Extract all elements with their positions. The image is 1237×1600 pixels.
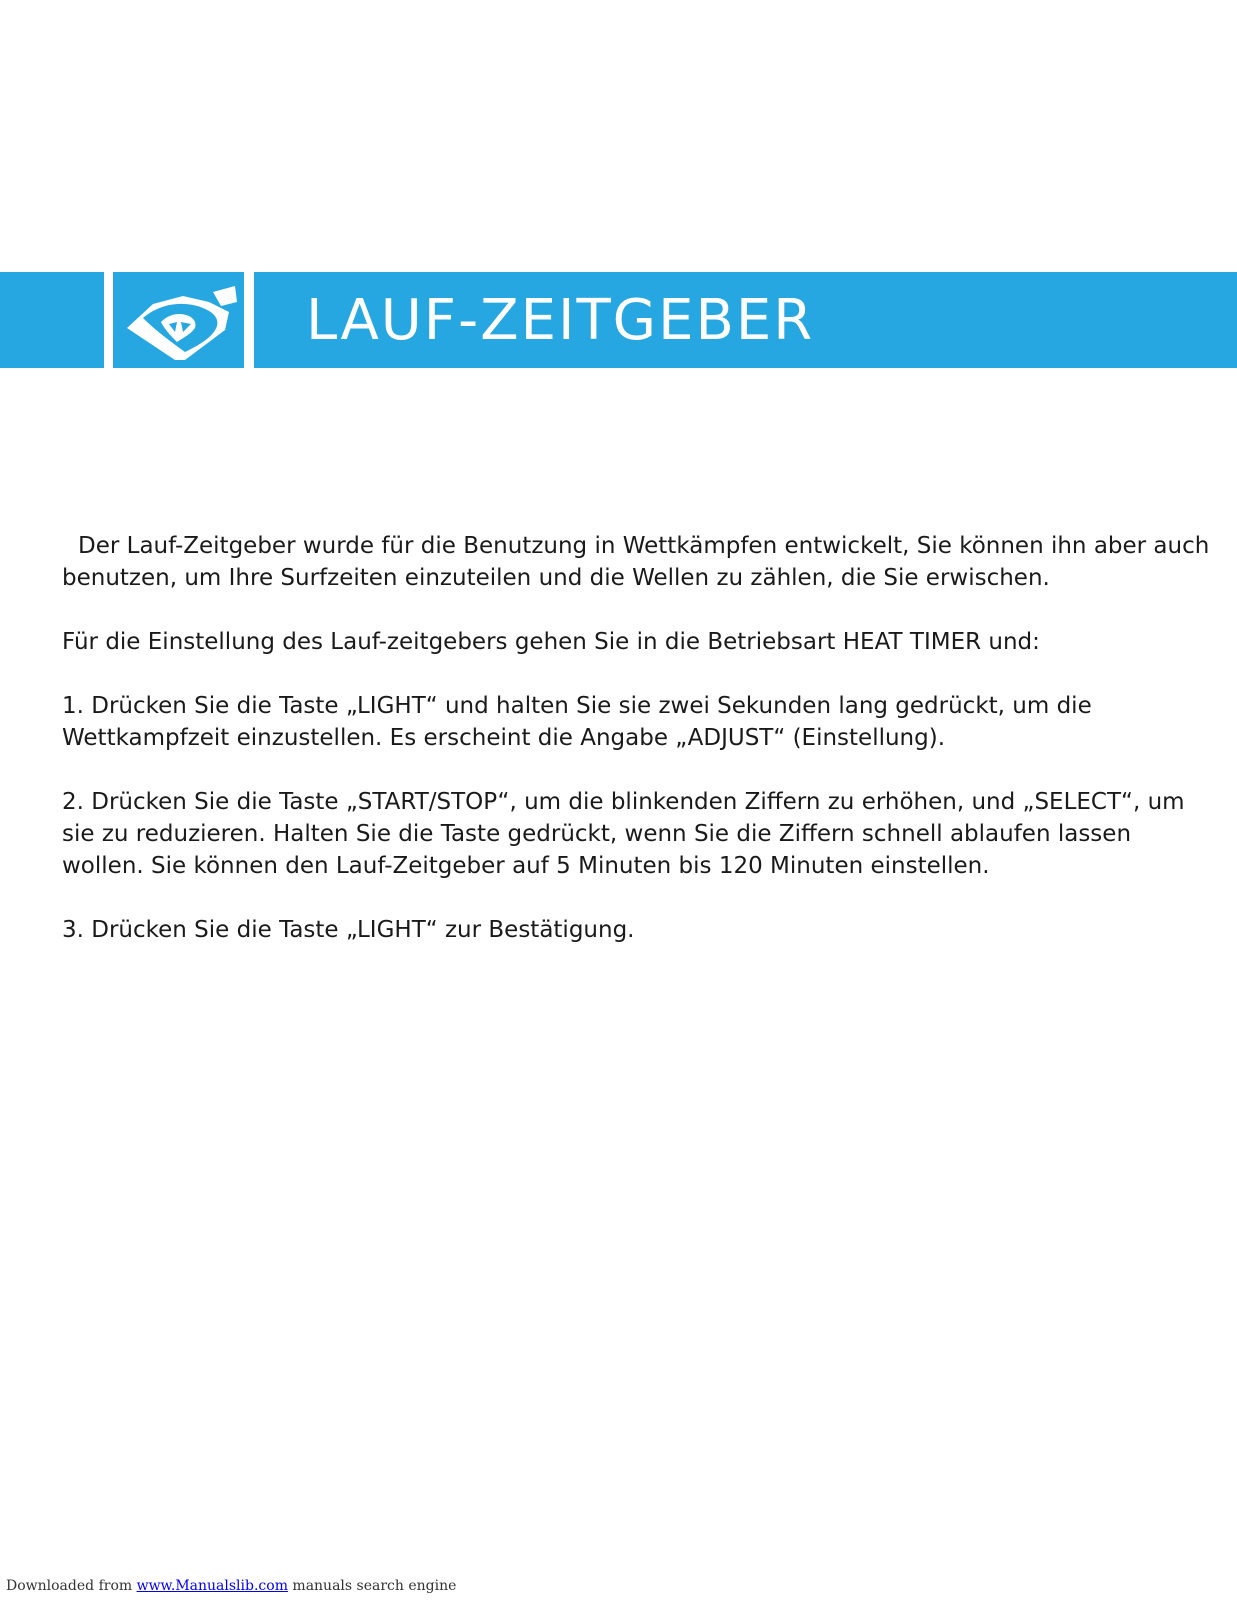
download-footer bbox=[6, 1578, 456, 1594]
manualslib-link[interactable]: www.Manualslib.com bbox=[136, 1578, 288, 1594]
step-2: 2. Drücken Sie die Taste „START/STOP“, um die blinkenden Ziffern zu erhöhen, und „SELECT“, um sie zu reduzieren. Halten Sie die Taste gedrückt, wenn Sie die Ziffern schnell ablaufen lassen wollen. Sie können den Lauf-Zeitgeber auf 5 Minuten bis 120 Minuten einstellen. bbox=[62, 789, 1185, 879]
banner-left-block bbox=[0, 272, 104, 368]
step-1: 1. Drücken Sie die Taste „LIGHT“ und halten Sie sie zwei Sekunden lang gedrückt, um die Wettkampfzeit einzustellen. Es erscheint die Angabe „ADJUST“ (Einstellung). bbox=[62, 693, 1092, 751]
intro-paragraph: Der Lauf-Zeitgeber wurde für die Benutzung in Wettkämpfen entwickelt, Sie können ihn aber auch benutzen, um Ihre Surfzeiten einzuteilen und die Wellen zu zählen, die Sie erwischen. bbox=[62, 533, 1210, 591]
setup-paragraph: Für die Einstellung des Lauf-zeitgebers gehen Sie in die Betriebsart HEAT TIMER und: bbox=[62, 629, 1040, 655]
header-banner bbox=[0, 272, 1237, 368]
heart-logo-icon bbox=[113, 272, 244, 368]
footer-suffix: manuals search engine bbox=[287, 1578, 457, 1594]
footer-prefix: Downloaded from bbox=[6, 1578, 137, 1594]
page-title: LAUF-ZEITGEBER bbox=[306, 288, 815, 353]
document-body bbox=[62, 530, 1212, 978]
step-3: 3. Drücken Sie die Taste „LIGHT“ zur Bestätigung. bbox=[62, 917, 635, 943]
